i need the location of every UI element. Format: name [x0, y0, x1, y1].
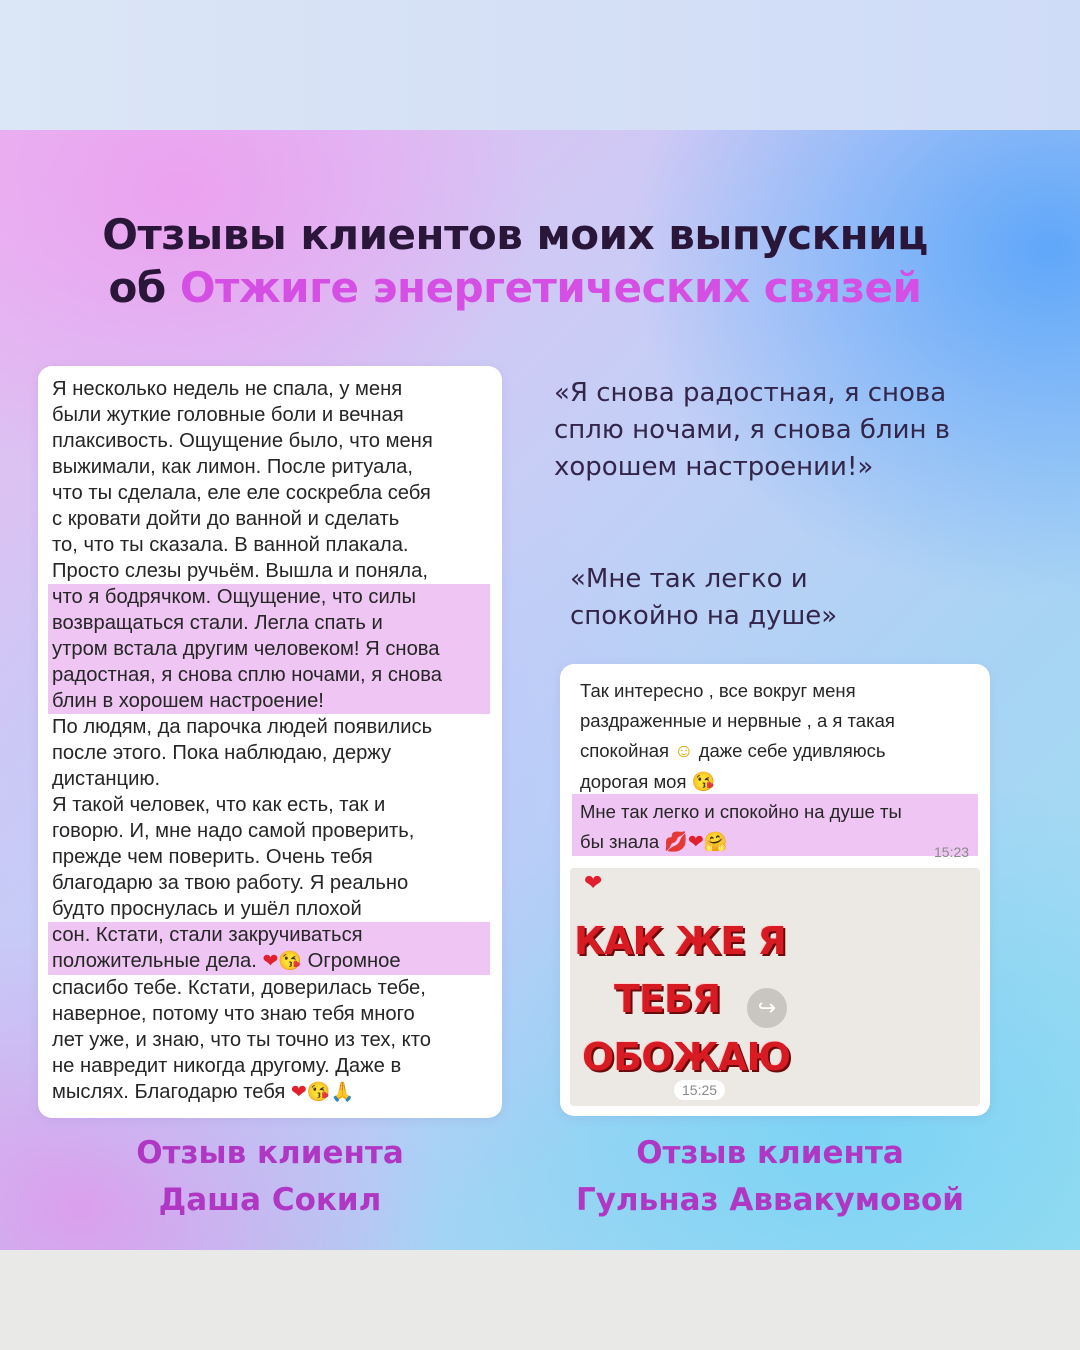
caption-left-line-1: Отзыв клиента: [136, 1135, 404, 1171]
chat-line-3: [580, 736, 980, 767]
bottom-band: [0, 1250, 1080, 1350]
caption-right: [540, 1130, 1000, 1224]
kiss-emoji: 😘: [691, 772, 716, 793]
title-prefix: об: [108, 263, 180, 312]
review-highlight-1: что я бодрячком. Ощущение, что силы возвращаться стали. Легла спать и утром встала другим человеком! Я снова радостная, я снова сплю ночами, я снова блин в хорошем настроение!: [48, 584, 490, 714]
chat-highlight: [580, 797, 970, 858]
chat-screenshot-card: [560, 664, 990, 1116]
poster-title: [0, 208, 1030, 314]
title-line-2: [0, 261, 1030, 314]
heart-reaction-icon: ❤: [584, 870, 603, 895]
review-highlight-2: [48, 922, 490, 975]
review-part-1: Я несколько недель не спала, у меня были жуткие головные боли и вечная плаксивость. Ощущение было, что меня выжимали, как лимон. После ритуала, что ты сделала, еле еле соскребла себя с кровати дойти до ванной и сделать то, что ты сказала. В ванной плакала. Просто слезы ручьём. Вышла и поняла,: [52, 378, 433, 582]
chat-line-2: раздраженные и нервные , а я такая: [580, 710, 895, 731]
review-part-3: спасибо тебе. Кстати, доверилась тебе, наверное, потому что знаю тебя много лет уже, и знаю, что ты точно из тех, кто не навредит никогда другому. Даже в мыслях. Благодарю тебя: [52, 977, 431, 1103]
chat-message: [580, 676, 980, 798]
top-band: [0, 0, 1080, 130]
heart-kiss-emoji: ❤😘: [262, 951, 303, 972]
chat-highlight-line-2-a: бы знала: [580, 831, 665, 852]
sticker-line-1: КАК ЖЕ Я: [574, 919, 786, 963]
caption-left-line-2: Даша Сокил: [158, 1182, 382, 1218]
message-time-2: 15:25: [674, 1080, 725, 1100]
caption-left: [40, 1130, 500, 1224]
poster: [0, 130, 1080, 1250]
forward-icon[interactable]: ↪: [747, 988, 787, 1028]
quote-1: «Я снова радостная, я снова сплю ночами, я снова блин в хорошем настроении!»: [554, 378, 951, 482]
chat-highlight-line-2: [580, 827, 970, 858]
chat-highlight-line-1: Мне так легко и спокойно на душе ты: [580, 801, 902, 822]
lips-heart-hug-emoji: 💋❤🤗: [664, 832, 728, 853]
thanks-emoji: ❤😘🙏: [290, 1082, 355, 1103]
smile-emoji: ☺: [674, 741, 694, 762]
review-text: [52, 376, 502, 1106]
review-card-left: [38, 366, 502, 1118]
title-line-1: Отзывы клиентов моих выпускниц: [102, 210, 928, 259]
message-time-1: 15:23: [934, 844, 970, 860]
chat-line-4-a: дорогая моя: [580, 771, 692, 792]
title-accent: Отжиге энергетических связей: [179, 263, 922, 312]
chat-line-3-a: спокойная: [580, 740, 670, 761]
chat-line-3-b: даже себе удивляюсь: [693, 740, 886, 761]
sticker-line-2: ТЕБЯ: [614, 977, 721, 1021]
caption-right-line-1: Отзыв клиента: [636, 1135, 904, 1171]
chat-line-1: Так интересно , все вокруг меня: [580, 680, 856, 701]
review-part-3-start: Огромное: [302, 950, 401, 972]
quote-2: «Мне так легко и спокойно на душе»: [570, 564, 838, 631]
review-highlight-2-text: сон. Кстати, стали закручиваться положительные дела.: [52, 924, 363, 972]
sticker-line-3: ОБОЖАЮ: [582, 1035, 791, 1079]
review-part-2: По людям, да парочка людей появились после этого. Пока наблюдаю, держу дистанцию. Я такой человек, что как есть, так и говорю. И, мне надо самой проверить, прежде чем поверить. Очень тебя благодарю за твою работу. Я реально будто проснулась и ушёл плохой: [52, 716, 433, 920]
caption-right-line-2: Гульназ Аввакумовой: [575, 1182, 965, 1218]
